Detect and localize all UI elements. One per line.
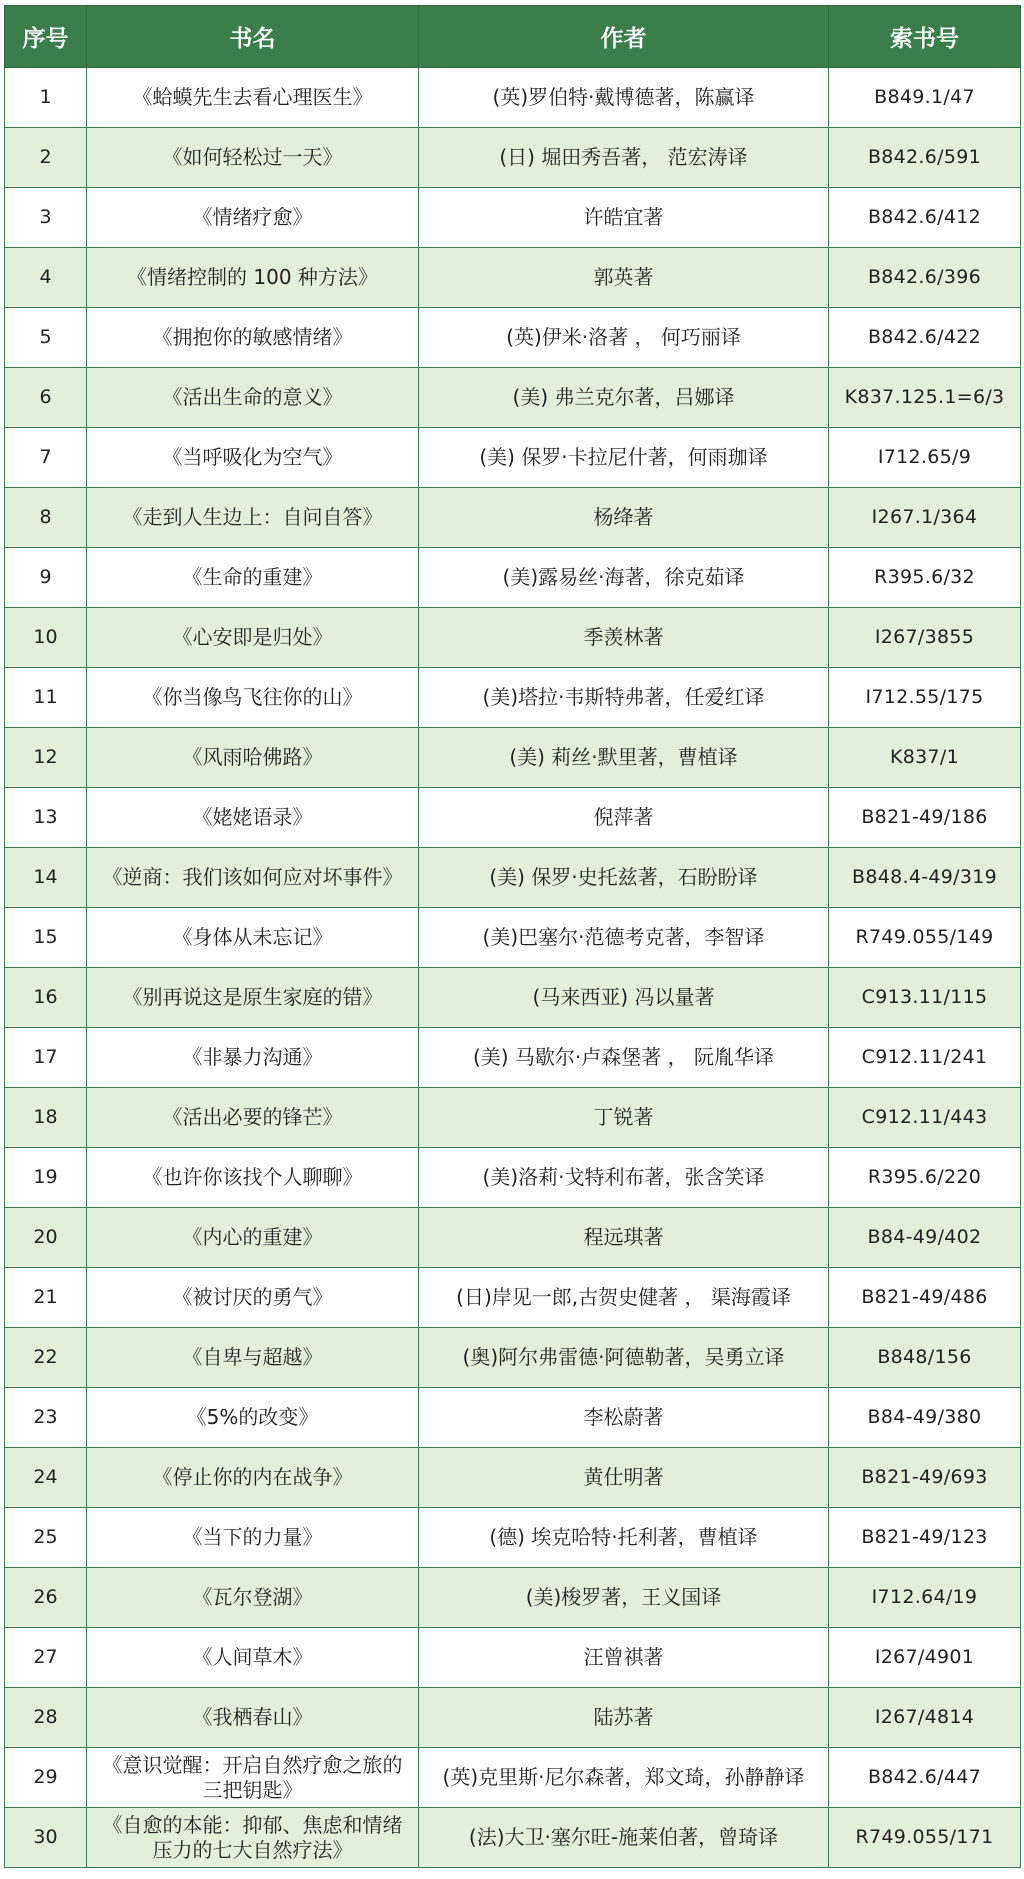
cell-author: (美) 弗兰克尔著，吕娜译 bbox=[419, 368, 829, 428]
cell-author: (美)露易丝·海著，徐克茹译 bbox=[419, 548, 829, 608]
table-row bbox=[5, 1268, 1021, 1328]
cell-call-number: R749.055/149 bbox=[829, 908, 1021, 968]
cell-author: 李松蔚著 bbox=[419, 1388, 829, 1448]
cell-title: 《自卑与超越》 bbox=[87, 1328, 419, 1388]
cell-index: 14 bbox=[5, 848, 87, 908]
cell-author: 陆苏著 bbox=[419, 1688, 829, 1748]
cell-call-number: K837/1 bbox=[829, 728, 1021, 788]
table-row bbox=[5, 1088, 1021, 1148]
cell-title: 《走到人生边上：自问自答》 bbox=[87, 488, 419, 548]
cell-title: 《你当像鸟飞往你的山》 bbox=[87, 668, 419, 728]
cell-call-number: C912.11/443 bbox=[829, 1088, 1021, 1148]
cell-call-number: B848/156 bbox=[829, 1328, 1021, 1388]
cell-author: (法)大卫·塞尔旺-施莱伯著，曾琦译 bbox=[419, 1808, 829, 1868]
table-row bbox=[5, 788, 1021, 848]
cell-index: 24 bbox=[5, 1448, 87, 1508]
table-row bbox=[5, 308, 1021, 368]
cell-author: 许皓宜著 bbox=[419, 188, 829, 248]
cell-call-number: R395.6/220 bbox=[829, 1148, 1021, 1208]
cell-index: 6 bbox=[5, 368, 87, 428]
cell-index: 25 bbox=[5, 1508, 87, 1568]
table-row bbox=[5, 488, 1021, 548]
table-row bbox=[5, 248, 1021, 308]
cell-call-number: B821-49/123 bbox=[829, 1508, 1021, 1568]
cell-title: 《情绪疗愈》 bbox=[87, 188, 419, 248]
cell-index: 18 bbox=[5, 1088, 87, 1148]
cell-title: 《当下的力量》 bbox=[87, 1508, 419, 1568]
cell-title: 《情绪控制的 100 种方法》 bbox=[87, 248, 419, 308]
cell-call-number: I712.64/19 bbox=[829, 1568, 1021, 1628]
header-index: 序号 bbox=[5, 6, 87, 68]
cell-call-number: I267/3855 bbox=[829, 608, 1021, 668]
table-row bbox=[5, 548, 1021, 608]
cell-call-number: B842.6/591 bbox=[829, 128, 1021, 188]
cell-call-number: R749.055/171 bbox=[829, 1808, 1021, 1868]
table-row bbox=[5, 608, 1021, 668]
cell-index: 5 bbox=[5, 308, 87, 368]
cell-title: 《活出生命的意义》 bbox=[87, 368, 419, 428]
table-header bbox=[5, 6, 1021, 68]
cell-title: 《拥抱你的敏感情绪》 bbox=[87, 308, 419, 368]
cell-author: (美)洛莉·戈特利布著，张含笑译 bbox=[419, 1148, 829, 1208]
table-row bbox=[5, 1628, 1021, 1688]
table-row bbox=[5, 128, 1021, 188]
header-author: 作者 bbox=[419, 6, 829, 68]
cell-call-number: I712.55/175 bbox=[829, 668, 1021, 728]
cell-call-number: R395.6/32 bbox=[829, 548, 1021, 608]
cell-author: (日) 堀田秀吾著， 范宏涛译 bbox=[419, 128, 829, 188]
table-row bbox=[5, 1388, 1021, 1448]
cell-index: 13 bbox=[5, 788, 87, 848]
cell-title: 《也许你该找个人聊聊》 bbox=[87, 1148, 419, 1208]
cell-index: 19 bbox=[5, 1148, 87, 1208]
cell-index: 2 bbox=[5, 128, 87, 188]
table-row bbox=[5, 908, 1021, 968]
cell-call-number: B842.6/412 bbox=[829, 188, 1021, 248]
cell-call-number: C912.11/241 bbox=[829, 1028, 1021, 1088]
table-row bbox=[5, 428, 1021, 488]
cell-author: (日)岸见一郎,古贺史健著 ， 渠海霞译 bbox=[419, 1268, 829, 1328]
cell-author: (奥)阿尔弗雷德·阿德勒著，吴勇立译 bbox=[419, 1328, 829, 1388]
table-row bbox=[5, 1748, 1021, 1808]
cell-call-number: I267/4814 bbox=[829, 1688, 1021, 1748]
header-call-number: 索书号 bbox=[829, 6, 1021, 68]
table-row bbox=[5, 968, 1021, 1028]
cell-author: (美) 保罗·卡拉尼什著，何雨珈译 bbox=[419, 428, 829, 488]
table-row bbox=[5, 1148, 1021, 1208]
cell-call-number: B821-49/693 bbox=[829, 1448, 1021, 1508]
cell-title: 《蛤蟆先生去看心理医生》 bbox=[87, 68, 419, 128]
cell-title: 《逆商：我们该如何应对坏事件》 bbox=[87, 848, 419, 908]
cell-index: 23 bbox=[5, 1388, 87, 1448]
table-row bbox=[5, 1208, 1021, 1268]
table-row bbox=[5, 1328, 1021, 1388]
cell-index: 27 bbox=[5, 1628, 87, 1688]
cell-author: (美) 莉丝·默里著，曹植译 bbox=[419, 728, 829, 788]
cell-author: (英)伊米·洛著 ， 何巧丽译 bbox=[419, 308, 829, 368]
cell-author: (美)巴塞尔·范德考克著，李智译 bbox=[419, 908, 829, 968]
cell-index: 3 bbox=[5, 188, 87, 248]
cell-author: 黄仕明著 bbox=[419, 1448, 829, 1508]
cell-index: 8 bbox=[5, 488, 87, 548]
cell-title: 《5%的改变》 bbox=[87, 1388, 419, 1448]
table-row bbox=[5, 668, 1021, 728]
table-row bbox=[5, 68, 1021, 128]
cell-call-number: C913.11/115 bbox=[829, 968, 1021, 1028]
cell-author: (英)克里斯·尼尔森著，郑文琦，孙静静译 bbox=[419, 1748, 829, 1808]
table-row bbox=[5, 728, 1021, 788]
cell-title: 《生命的重建》 bbox=[87, 548, 419, 608]
cell-index: 16 bbox=[5, 968, 87, 1028]
cell-index: 10 bbox=[5, 608, 87, 668]
cell-title: 《活出必要的锋芒》 bbox=[87, 1088, 419, 1148]
cell-index: 22 bbox=[5, 1328, 87, 1388]
cell-author: (美)梭罗著，王义国译 bbox=[419, 1568, 829, 1628]
cell-index: 29 bbox=[5, 1748, 87, 1808]
table-body bbox=[5, 68, 1021, 1868]
cell-call-number: B84-49/402 bbox=[829, 1208, 1021, 1268]
cell-author: (美) 保罗·史托兹著，石盼盼译 bbox=[419, 848, 829, 908]
cell-index: 9 bbox=[5, 548, 87, 608]
cell-index: 26 bbox=[5, 1568, 87, 1628]
cell-title: 《意识觉醒：开启自然疗愈之旅的三把钥匙》 bbox=[87, 1748, 419, 1808]
cell-author: (德) 埃克哈特·托利著，曹植译 bbox=[419, 1508, 829, 1568]
cell-index: 21 bbox=[5, 1268, 87, 1328]
cell-index: 12 bbox=[5, 728, 87, 788]
cell-author: (马来西亚) 冯以量著 bbox=[419, 968, 829, 1028]
cell-index: 17 bbox=[5, 1028, 87, 1088]
cell-author: 季羡林著 bbox=[419, 608, 829, 668]
cell-title: 《非暴力沟通》 bbox=[87, 1028, 419, 1088]
header-row bbox=[5, 6, 1021, 68]
cell-title: 《我栖春山》 bbox=[87, 1688, 419, 1748]
cell-call-number: B821-49/486 bbox=[829, 1268, 1021, 1328]
cell-index: 15 bbox=[5, 908, 87, 968]
table-row bbox=[5, 1808, 1021, 1868]
cell-author: 程远琪著 bbox=[419, 1208, 829, 1268]
cell-index: 11 bbox=[5, 668, 87, 728]
cell-title: 《当呼吸化为空气》 bbox=[87, 428, 419, 488]
cell-title: 《别再说这是原生家庭的错》 bbox=[87, 968, 419, 1028]
table-row bbox=[5, 1688, 1021, 1748]
cell-title: 《人间草木》 bbox=[87, 1628, 419, 1688]
cell-author: (美) 马歇尔·卢森堡著 ， 阮胤华译 bbox=[419, 1028, 829, 1088]
cell-title: 《内心的重建》 bbox=[87, 1208, 419, 1268]
cell-title: 《身体从未忘记》 bbox=[87, 908, 419, 968]
cell-author: 倪萍著 bbox=[419, 788, 829, 848]
cell-index: 4 bbox=[5, 248, 87, 308]
cell-call-number: B842.6/422 bbox=[829, 308, 1021, 368]
cell-call-number: B821-49/186 bbox=[829, 788, 1021, 848]
table-row bbox=[5, 1508, 1021, 1568]
header-title: 书名 bbox=[87, 6, 419, 68]
cell-call-number: B84-49/380 bbox=[829, 1388, 1021, 1448]
cell-title: 《如何轻松过一天》 bbox=[87, 128, 419, 188]
cell-call-number: B848.4-49/319 bbox=[829, 848, 1021, 908]
cell-title: 《姥姥语录》 bbox=[87, 788, 419, 848]
table-row bbox=[5, 1448, 1021, 1508]
cell-call-number: B842.6/396 bbox=[829, 248, 1021, 308]
booklist-table bbox=[4, 5, 1021, 1868]
cell-call-number: I267.1/364 bbox=[829, 488, 1021, 548]
cell-call-number: I267/4901 bbox=[829, 1628, 1021, 1688]
cell-title: 《被讨厌的勇气》 bbox=[87, 1268, 419, 1328]
cell-author: 丁锐著 bbox=[419, 1088, 829, 1148]
cell-call-number: B842.6/447 bbox=[829, 1748, 1021, 1808]
cell-index: 7 bbox=[5, 428, 87, 488]
cell-author: 汪曾祺著 bbox=[419, 1628, 829, 1688]
cell-title: 《自愈的本能：抑郁、焦虑和情绪压力的七大自然疗法》 bbox=[87, 1808, 419, 1868]
cell-title: 《心安即是归处》 bbox=[87, 608, 419, 668]
table-row bbox=[5, 368, 1021, 428]
table-row bbox=[5, 188, 1021, 248]
cell-call-number: B849.1/47 bbox=[829, 68, 1021, 128]
cell-author: (英)罗伯特·戴博德著，陈赢译 bbox=[419, 68, 829, 128]
cell-title: 《风雨哈佛路》 bbox=[87, 728, 419, 788]
cell-index: 30 bbox=[5, 1808, 87, 1868]
cell-index: 20 bbox=[5, 1208, 87, 1268]
table-row bbox=[5, 1568, 1021, 1628]
cell-title: 《停止你的内在战争》 bbox=[87, 1448, 419, 1508]
cell-author: (美)塔拉·韦斯特弗著，任爱红译 bbox=[419, 668, 829, 728]
table-row bbox=[5, 848, 1021, 908]
cell-call-number: I712.65/9 bbox=[829, 428, 1021, 488]
cell-author: 郭英著 bbox=[419, 248, 829, 308]
cell-author: 杨绛著 bbox=[419, 488, 829, 548]
cell-call-number: K837.125.1=6/3 bbox=[829, 368, 1021, 428]
cell-index: 1 bbox=[5, 68, 87, 128]
cell-index: 28 bbox=[5, 1688, 87, 1748]
table-row bbox=[5, 1028, 1021, 1088]
cell-title: 《瓦尔登湖》 bbox=[87, 1568, 419, 1628]
